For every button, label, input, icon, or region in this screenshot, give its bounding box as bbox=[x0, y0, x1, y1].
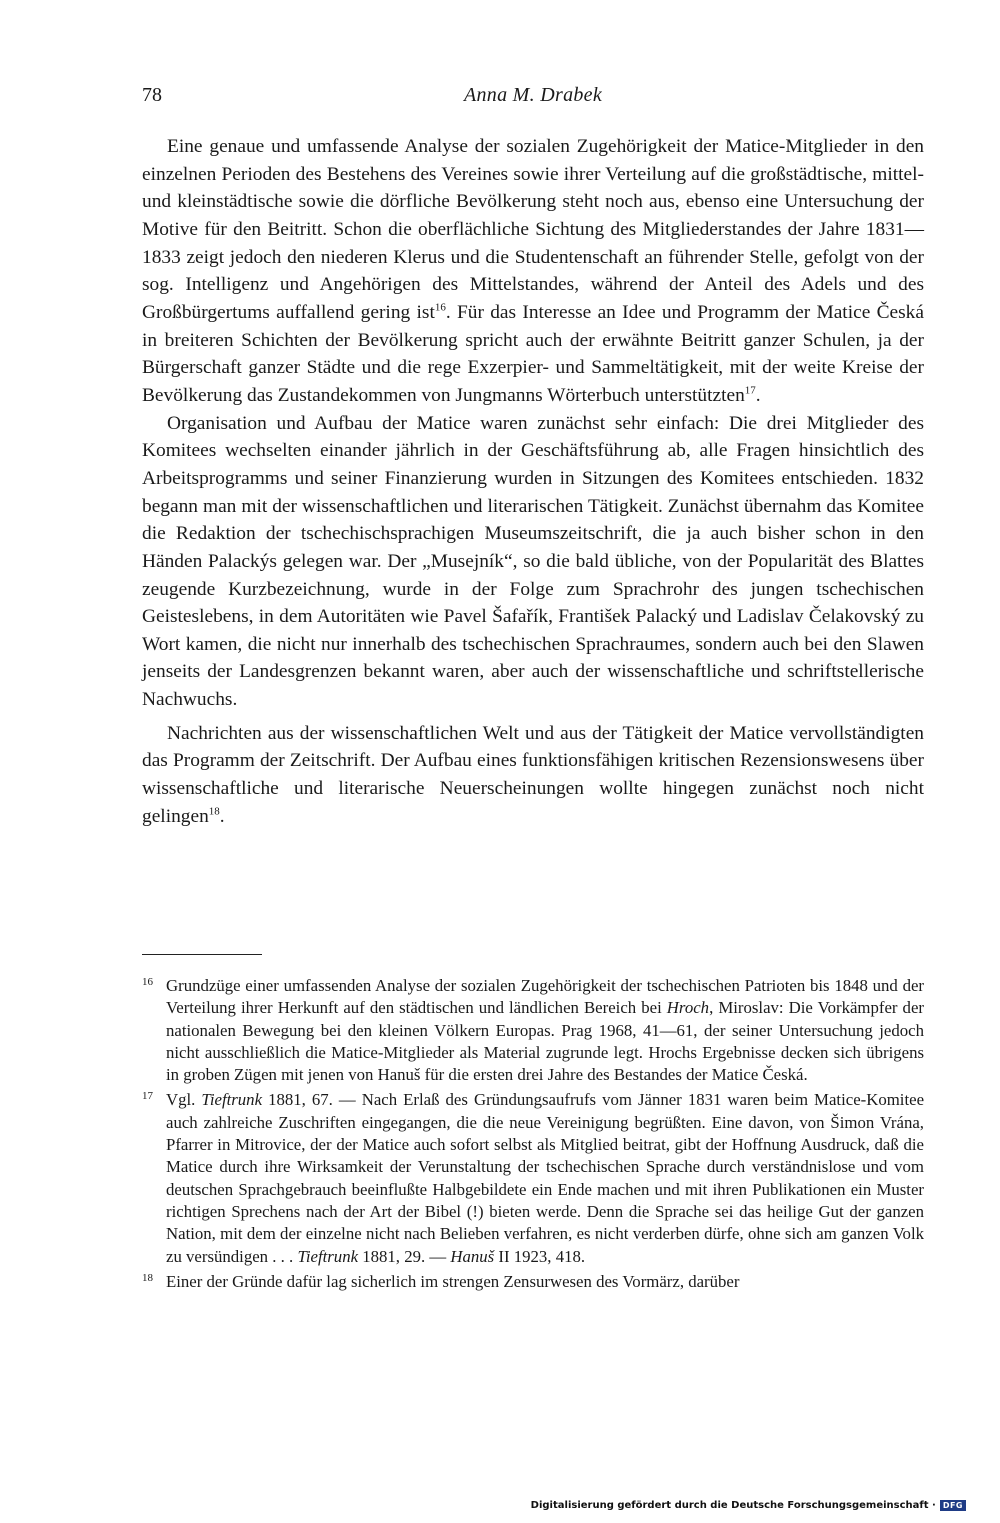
footnote-ref-18: 18 bbox=[208, 805, 220, 818]
paragraph-2: Organisation und Aufbau der Matice waren zunächst sehr einfach: Die drei Mitglieder des Komitees wechselten einander jährlich in der Geschäftsführung ab, alle Fragen hinsichtlich des Arbeitsprogramms und seiner Finanzierung wurden in Sitzungen des Komitees entschieden. 1832 begann man mit der wissenschaftlichen und literarischen Tätigkeit. Zunächst übernahm das Komitee die Redaktion der tschechischsprachigen Museumszeitschrift, die ja auch bisher schon in den Händen Palackýs gelegen war. Der „Musejník“, so die bald übliche, von der Popularität des Blattes zeugende Kurzbezeichnung, wurde in der Folge zum Sprachrohr des jungen tschechischen Geisteslebens, in dem Autoritäten wie Pavel Šafařík, František Palacký und Ladislav Čelakovský zu Wort kamen, die nicht nur innerhalb des tschechischen Sprachraumes, sondern auch bei den Slawen jenseits der Landesgrenzen bekannt waren, aber auch der wissenschaftliche und schriftstellerische Nachwuchs. bbox=[142, 412, 924, 711]
footnote-number: 16 bbox=[142, 976, 153, 988]
footnote-16 bbox=[142, 975, 924, 1086]
footnote-text: Grundzüge einer umfassenden Analyse der sozialen Zugehörigkeit der tschechischen Patrioten bis 1848 und der Verteilung ihrer Herkunft auf den städtischen und ländlichen Bereich bei bbox=[166, 976, 924, 1018]
paragraph-3 bbox=[142, 720, 924, 831]
footnote-italic: Hanuš bbox=[450, 1246, 495, 1266]
paragraph-text: . Für das Interesse an Idee und Programm der Matice Česká in breiteren Schichten der Bevölkerung spricht auch der erwähnte Beitritt ganzer Schulen, ja der Bürgerschaft ganzer Städte und die rege Exzerpier- und Sammeltätigkeit, mit der weite Kreise der Bevölkerung das Zustandekommen von Jungmanns Wörterbuch unterstützten bbox=[142, 301, 924, 406]
paragraph-text: . bbox=[219, 805, 225, 827]
paragraph-text: Eine genaue und umfassende Analyse der sozialen Zugehörigkeit der Matice-Mitglieder in den einzelnen Perioden des Bestehens des Vereines sowie ihrer Verteilung auf die großstädtische, mittel- und kleinstädtische sowie die dörfliche Bevölkerung steht noch aus, ebenso eine Untersuchung der Motive für den Beitritt. Schon die oberflächliche Sichtung des Mitgliederstandes der Jahre 1831—1833 zeigt jedoch den niederen Klerus und die Studentenschaft an führender Stelle, gefolgt von der sog. Intelligenz und Angehörigen des Mittelstandes, während der Anteil des Adels und des Großbürgertums auffallend gering ist bbox=[142, 136, 924, 323]
paragraph-text: Nachrichten aus der wissenschaftlichen Welt und aus der Tätigkeit der Matice vervollständigten das Programm der Zeitschrift. Der Aufbau eines funktionsfähigen kritischen Rezensionswesens über wissenschaftliche und literarische Neuerscheinungen wollte hingegen zunächst noch nicht gelingen bbox=[142, 722, 924, 827]
paragraph-text: . bbox=[755, 384, 761, 406]
page-number: 78 bbox=[142, 84, 162, 106]
digitization-credit bbox=[531, 1500, 966, 1511]
footnote-text: Vgl. bbox=[166, 1090, 202, 1110]
paragraph-1 bbox=[142, 133, 924, 410]
footnote-italic: Hroch bbox=[666, 998, 710, 1018]
credit-text: Digitalisierung gefördert durch die Deutsche Forschungsgemeinschaft · bbox=[530, 1500, 936, 1511]
footnote-text: , Miroslav: Die Vorkämpfer der nationalen Bewegung bei den kleinen Völkern Europas. Prag 1968, 41—61, der seiner Untersuchung jedoch nicht ausschließlich die Matice-Mitglieder als Material zugrunde legt. Hrochs Ergebnisse decken sich übrigens in groben Zügen mit jenen von Hanuš für die ersten drei Jahre des Bestandes der Matice Česká. bbox=[166, 998, 924, 1085]
footnote-italic: Tieftrunk bbox=[297, 1246, 359, 1266]
footnotes bbox=[142, 975, 924, 1293]
footnote-number: 17 bbox=[142, 1090, 153, 1103]
footnote-italic: Tieftrunk bbox=[201, 1090, 263, 1110]
footnote-text: Einer der Gründe dafür lag sicherlich im strengen Zensurwesen des Vormärz, darüber bbox=[166, 1271, 740, 1291]
footnote-17 bbox=[142, 1089, 924, 1267]
main-text bbox=[142, 133, 924, 830]
footnote-divider bbox=[142, 954, 262, 955]
page-header bbox=[142, 84, 924, 114]
footnote-text: 1881, 67. — Nach Erlaß des Gründungsaufrufs vom Jänner 1831 waren beim Matice-Komitee auch zahlreiche Zuschriften eingegangen, die die neue Vereinigung begrüßten. Eine davon, von Šimon Vrána, Pfarrer in Mitrovice, der der Matice auch sofort selbst als Mitglied beitrat, gibt der Hoffnung Ausdruck, daß die Matice durch ihre Wirksamkeit der Verunstaltung der tschechischen Sprache durch verständnislose und vom deutschen Sprachgebrauch beeinflußte Halbgebildete ein Ende machen und mit ihren Publikationen ein Muster richtigen Sprechens nach der Art der Bibel (!) bieten werde. Denn die Sprache sei das heilige Gut der ganzen Nation, mit dem der einzelne nicht nach Belieben verfahren, es nicht verderben dürfe, ohne sich am ganzen Volk zu versündigen . . . bbox=[166, 1090, 925, 1266]
footnote-text: 1881, 29. — bbox=[358, 1246, 451, 1266]
footnote-18 bbox=[142, 1271, 924, 1293]
footnote-ref-16: 16 bbox=[434, 301, 446, 314]
dfg-logo: DFG bbox=[940, 1500, 966, 1511]
footnote-number: 18 bbox=[142, 1271, 153, 1284]
footnote-ref-17: 17 bbox=[744, 384, 756, 397]
footnote-text: II 1923, 418. bbox=[494, 1246, 586, 1266]
running-title: Anna M. Drabek bbox=[463, 84, 603, 106]
